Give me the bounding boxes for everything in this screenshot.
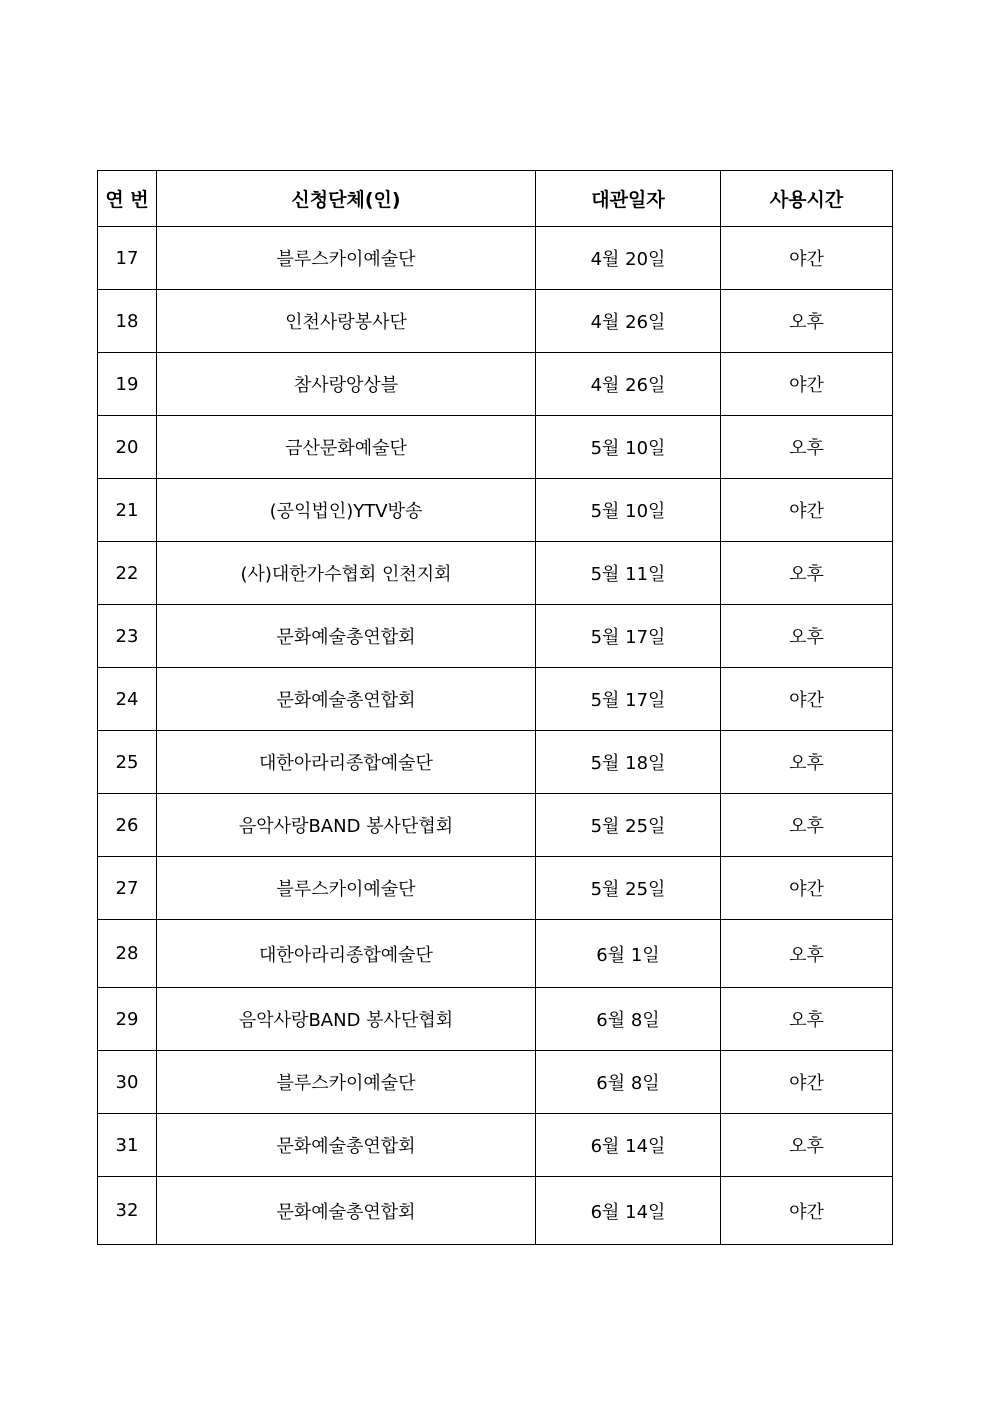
row-usage-time: 야간 [721,1177,893,1245]
row-usage-time: 오후 [721,1114,893,1177]
row-usage-time: 오후 [721,988,893,1051]
row-number: 24 [98,668,157,731]
row-applicant: (공익법인)YTV방송 [157,479,536,542]
row-number: 19 [98,353,157,416]
table-row [98,479,893,542]
row-number: 21 [98,479,157,542]
row-rental-date: 5월 17일 [536,605,721,668]
row-rental-date: 6월 1일 [536,920,721,988]
row-applicant: (사)대한가수협회 인천지회 [157,542,536,605]
row-rental-date: 6월 8일 [536,988,721,1051]
row-usage-time: 오후 [721,605,893,668]
table-row [98,857,893,920]
row-usage-time: 야간 [721,1051,893,1114]
row-rental-date: 4월 26일 [536,353,721,416]
table-row [98,416,893,479]
row-usage-time: 야간 [721,668,893,731]
table-row [98,731,893,794]
table-row [98,668,893,731]
table-row [98,988,893,1051]
row-number: 18 [98,290,157,353]
row-rental-date: 5월 18일 [536,731,721,794]
row-applicant: 문화예술총연합회 [157,1177,536,1245]
table-row [98,605,893,668]
header-rental-date: 대관일자 [536,171,721,227]
row-applicant: 대한아라리종합예술단 [157,920,536,988]
row-usage-time: 야간 [721,353,893,416]
table-row [98,290,893,353]
row-number: 23 [98,605,157,668]
row-number: 17 [98,227,157,290]
header-row [98,171,893,227]
table-row [98,920,893,988]
row-usage-time: 오후 [721,416,893,479]
row-applicant: 문화예술총연합회 [157,668,536,731]
row-number: 22 [98,542,157,605]
row-applicant: 블루스카이예술단 [157,857,536,920]
table-row [98,1114,893,1177]
header-usage-time: 사용시간 [721,171,893,227]
row-applicant: 음악사랑BAND 봉사단협회 [157,988,536,1051]
row-applicant: 인천사랑봉사단 [157,290,536,353]
table-row [98,794,893,857]
row-rental-date: 4월 26일 [536,290,721,353]
row-number: 20 [98,416,157,479]
row-rental-date: 5월 10일 [536,416,721,479]
row-applicant: 금산문화예술단 [157,416,536,479]
row-number: 31 [98,1114,157,1177]
row-number: 30 [98,1051,157,1114]
row-rental-date: 5월 11일 [536,542,721,605]
row-applicant: 대한아라리종합예술단 [157,731,536,794]
row-applicant: 문화예술총연합회 [157,605,536,668]
row-usage-time: 오후 [721,731,893,794]
header-applicant: 신청단체(인) [157,171,536,227]
rental-schedule-table [97,170,893,1245]
row-usage-time: 야간 [721,227,893,290]
table-row [98,353,893,416]
row-number: 32 [98,1177,157,1245]
row-applicant: 문화예술총연합회 [157,1114,536,1177]
row-applicant: 음악사랑BAND 봉사단협회 [157,794,536,857]
row-usage-time: 오후 [721,794,893,857]
row-applicant: 참사랑앙상블 [157,353,536,416]
row-rental-date: 5월 25일 [536,794,721,857]
row-number: 28 [98,920,157,988]
row-usage-time: 오후 [721,290,893,353]
row-usage-time: 야간 [721,479,893,542]
row-applicant: 블루스카이예술단 [157,1051,536,1114]
row-rental-date: 5월 25일 [536,857,721,920]
row-number: 27 [98,857,157,920]
row-applicant: 블루스카이예술단 [157,227,536,290]
row-usage-time: 오후 [721,542,893,605]
row-rental-date: 6월 14일 [536,1177,721,1245]
row-rental-date: 6월 14일 [536,1114,721,1177]
table-row [98,227,893,290]
row-rental-date: 5월 17일 [536,668,721,731]
row-rental-date: 4월 20일 [536,227,721,290]
row-rental-date: 5월 10일 [536,479,721,542]
row-number: 29 [98,988,157,1051]
row-usage-time: 야간 [721,857,893,920]
table-row [98,1177,893,1245]
row-number: 26 [98,794,157,857]
table-row [98,542,893,605]
table-row [98,1051,893,1114]
row-number: 25 [98,731,157,794]
header-number: 연 번 [98,171,157,227]
row-rental-date: 6월 8일 [536,1051,721,1114]
row-usage-time: 오후 [721,920,893,988]
